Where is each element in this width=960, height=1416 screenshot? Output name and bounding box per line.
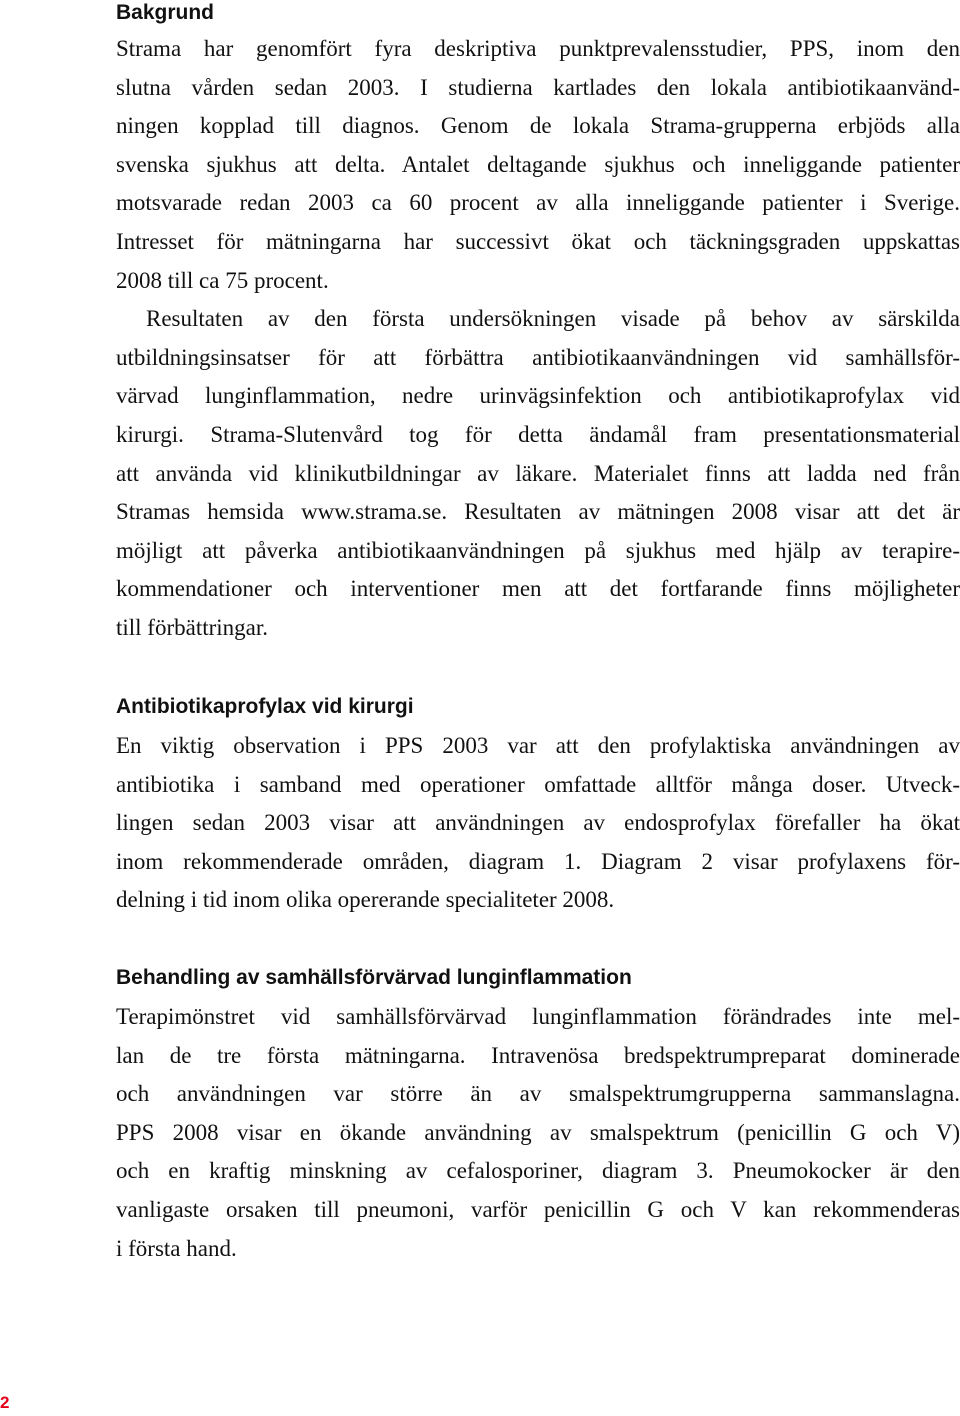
text-line: möjligt att påverka antibiotikaanvändningen på sjukhus med hjälp av terapire- xyxy=(116,537,960,563)
text-line: PPS 2008 visar en ökande användning av smalspektrum (penicillin G och V) xyxy=(116,1119,960,1145)
text-line: kommendationer och interventioner men att det fortfarande finns möjligheter xyxy=(116,576,960,602)
section-heading: Behandling av samhällsförvärvad lunginflammation xyxy=(116,966,632,989)
section-heading: Antibiotikaprofylax vid kirurgi xyxy=(116,695,414,718)
text-line: inom rekommenderade områden, diagram 1. Diagram 2 visar profylaxens för- xyxy=(116,848,960,874)
text-line: till förbättringar. xyxy=(116,614,269,640)
text-line: motsvarade redan 2003 ca 60 procent av alla inneliggande patienter i Sverige. xyxy=(116,190,960,216)
text-line: och en kraftig minskning av cefalosporiner, diagram 3. Pneumokocker är den xyxy=(116,1158,960,1184)
section-body xyxy=(116,727,960,920)
text-line: och användningen var större än av smalspektrumgrupperna sammanslagna. xyxy=(116,1081,960,1107)
text-line: att använda vid klinikutbildningar av läkare. Materialet finns att ladda ned från xyxy=(116,460,960,486)
text-line: Stramas hemsida www.strama.se. Resultaten av mätningen 2008 visar att det är xyxy=(116,499,960,525)
text-line: Terapimönstret vid samhällsförvärvad lunginflammation förändrades inte mel- xyxy=(116,1004,960,1029)
text-line: utbildningsinsatser för att förbättra antibiotikaanvändningen vid samhällsför- xyxy=(116,344,960,370)
text-line: lan de tre första mätningarna. Intravenösa bredspektrumpreparat dominerade xyxy=(116,1042,960,1068)
text-line: i första hand. xyxy=(116,1235,237,1261)
text-line: Strama har genomfört fyra deskriptiva punktprevalensstudier, PPS, inom den xyxy=(116,36,960,61)
text-line: vanligaste orsaken till pneumoni, varför penicillin G och V kan rekommenderas xyxy=(116,1196,960,1222)
text-line: 2008 till ca 75 procent. xyxy=(116,267,329,293)
text-line: Intresset för mätningarna har successivt ökat och täckningsgraden uppskattas xyxy=(116,228,960,254)
text-line: delning i tid inom olika opererande specialiteter 2008. xyxy=(116,887,615,913)
text-line: lingen sedan 2003 visar att användningen av endosprofylax förefaller ha ökat xyxy=(116,810,960,836)
text-line: antibiotika i samband med operationer omfattade alltför många doser. Utveck- xyxy=(116,771,960,797)
text-line: kirurgi. Strama-Slutenvård tog för detta ändamål fram presentationsmaterial xyxy=(116,421,960,447)
text-line: svenska sjukhus att delta. Antalet deltagande sjukhus och inneliggande patienter xyxy=(116,151,960,177)
page-number: 2 xyxy=(0,1393,10,1412)
text-line: ningen kopplad till diagnos. Genom de lokala Strama-grupperna erbjöds alla xyxy=(116,113,960,139)
section-body xyxy=(116,30,960,648)
text-line: En viktig observation i PPS 2003 var att den profylaktiska användningen av xyxy=(116,733,960,758)
section-body xyxy=(116,998,960,1268)
text-line: slutna vården sedan 2003. I studierna kartlades den lokala antibiotikaanvänd- xyxy=(116,74,960,100)
section-heading: Bakgrund xyxy=(116,1,215,24)
text-line: Resultaten av den första undersökningen visade på behov av särskilda xyxy=(146,306,960,332)
text-line: värvad lunginflammation, nedre urinvägsinfektion och antibiotikaprofylax vid xyxy=(116,383,960,409)
